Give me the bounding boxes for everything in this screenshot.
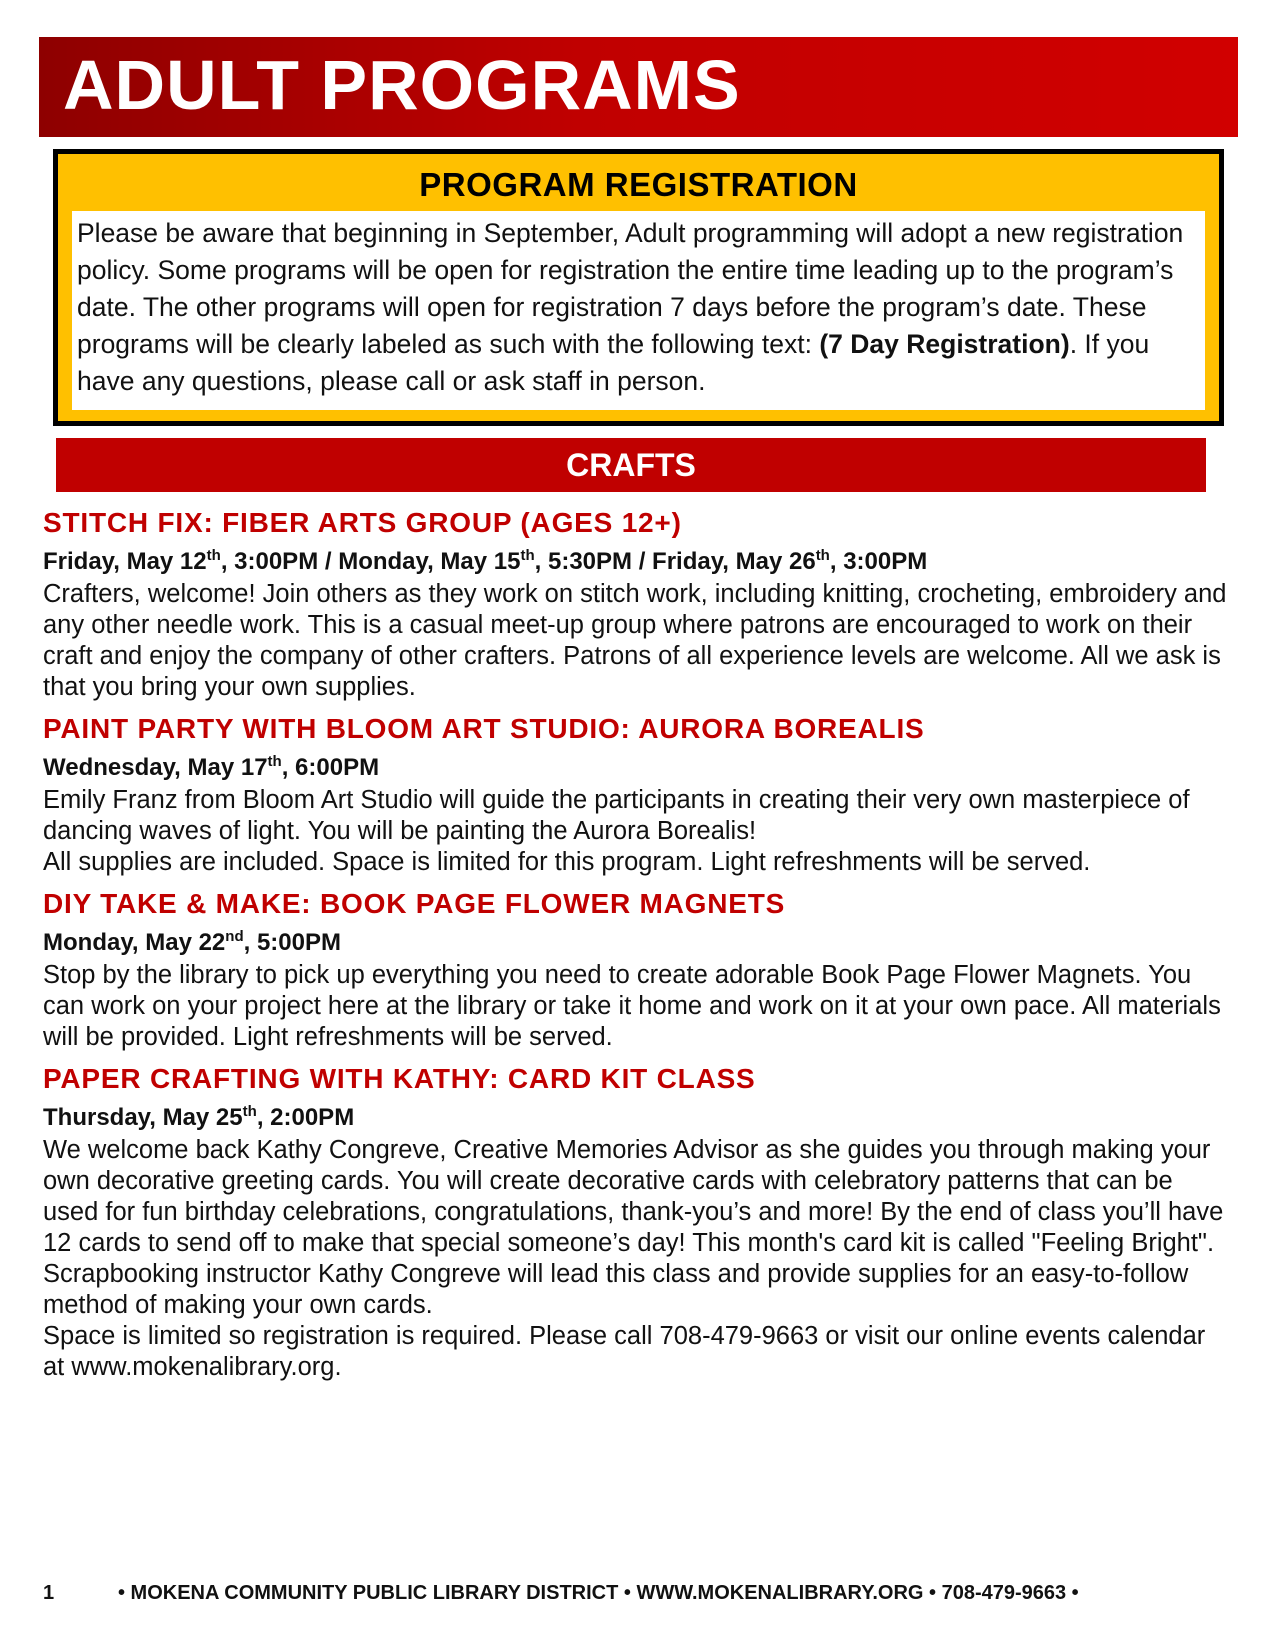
date-day: Monday, May 22 [43, 929, 226, 956]
program-title: PAPER CRAFTING WITH KATHY: CARD KIT CLASS [43, 1063, 756, 1094]
program-date [43, 1101, 1233, 1135]
date-ordinal-suffix: th [267, 753, 282, 770]
page-header-banner [39, 37, 1238, 137]
registration-bold-label: (7 Day Registration) [819, 329, 1070, 359]
program-list [43, 505, 1233, 1391]
page-footer [43, 1582, 1079, 1605]
date-separator: / [632, 548, 653, 575]
registration-panel [58, 154, 1219, 421]
date-separator: / [318, 548, 339, 575]
description-paragraph: Space is limited so registration is required. Please call 708-479-9663 or visit our online events calendar at www.mokenalibrary.org. [43, 1322, 1206, 1381]
registration-title: PROGRAM REGISTRATION [419, 166, 858, 203]
program-date [43, 751, 1233, 785]
program-date [43, 926, 1233, 960]
registration-box [53, 149, 1224, 426]
date-day: Monday, May 15 [338, 548, 521, 575]
registration-notice [72, 211, 1205, 410]
date-time: , 5:00PM [243, 929, 341, 956]
registration-text-before: Please be aware that beginning in September, Adult programming will adopt a new registration policy. Some programs will be open for registration the entire time leading up to the program’s date. The other programs will open for registration 7 days before the program’s date. These programs will be clearly labeled as such with the following text: [77, 218, 1184, 359]
program-item [43, 1061, 1233, 1383]
date-day: Friday, May 26 [652, 548, 816, 575]
registration-text-after: . If you have any questions, please call or ask staff in person. [77, 329, 1150, 396]
date-time: , 3:00PM [220, 548, 319, 575]
date-ordinal-suffix: th [815, 547, 830, 564]
date-time: , 3:00PM [829, 548, 928, 575]
date-day: Friday, May 12 [43, 548, 207, 575]
program-title: PAINT PARTY WITH BLOOM ART STUDIO: AURORA BOREALIS [43, 713, 925, 744]
section-header-crafts [56, 438, 1206, 492]
description-paragraph: All supplies are included. Space is limited for this program. Light refreshments will be served. [43, 848, 1091, 876]
date-ordinal-suffix: th [520, 547, 535, 564]
program-item [43, 505, 1233, 703]
date-ordinal-suffix: nd [225, 928, 244, 945]
section-title: CRAFTS [566, 447, 696, 483]
description-paragraph: Stop by the library to pick up everything you need to create adorable Book Page Flower Magnets. You can work on your project here at the library or take it home and work on it at your own pace. All materials will be provided. Light refreshments will be served. [43, 961, 1221, 1051]
date-time: , 6:00PM [281, 754, 380, 781]
program-description [43, 1135, 1233, 1383]
description-paragraph: Emily Franz from Bloom Art Studio will guide the participants in creating their very own masterpiece of dancing waves of light. You will be painting the Aurora Borealis! [43, 786, 1190, 845]
date-time: , 5:30PM [534, 548, 633, 575]
program-title: DIY TAKE & MAKE: BOOK PAGE FLOWER MAGNETS [43, 888, 786, 919]
date-time: , 2:00PM [256, 1104, 355, 1131]
program-title: STITCH FIX: FIBER ARTS GROUP (AGES 12+) [43, 507, 682, 538]
program-item [43, 886, 1233, 1053]
date-ordinal-suffix: th [206, 547, 221, 564]
program-item [43, 711, 1233, 878]
date-day: Wednesday, May 17 [43, 754, 268, 781]
footer-text: • MOKENA COMMUNITY PUBLIC LIBRARY DISTRICT • WWW.MOKENALIBRARY.ORG • 708-479-9663 • [118, 1582, 1079, 1604]
description-paragraph: Crafters, welcome! Join others as they work on stitch work, including knitting, crocheting, embroidery and any other needle work. This is a casual meet-up group where patrons are encouraged to work on their craft and enjoy the company of other crafters. Patrons of all experience levels are welcome. All we ask is that you bring your own supplies. [43, 580, 1227, 701]
page-number: 1 [43, 1582, 55, 1604]
program-description [43, 579, 1233, 703]
date-ordinal-suffix: th [242, 1103, 257, 1120]
program-description [43, 960, 1233, 1053]
program-date [43, 545, 1233, 579]
page-title: ADULT PROGRAMS [63, 46, 741, 124]
description-paragraph: Scrapbooking instructor Kathy Congreve will lead this class and provide supplies for an easy-to-follow method of making your own cards. [43, 1260, 1189, 1319]
program-description [43, 785, 1233, 878]
date-day: Thursday, May 25 [43, 1104, 243, 1131]
description-paragraph: We welcome back Kathy Congreve, Creative Memories Advisor as she guides you through making your own decorative greeting cards. You will create decorative cards with celebratory patterns that can be used for fun birthday celebrations, congratulations, thank-you’s and more! By the end of class you’ll have 12 cards to send off to make that special someone’s day! This month's card kit is called "Feeling Bright". [43, 1136, 1224, 1257]
